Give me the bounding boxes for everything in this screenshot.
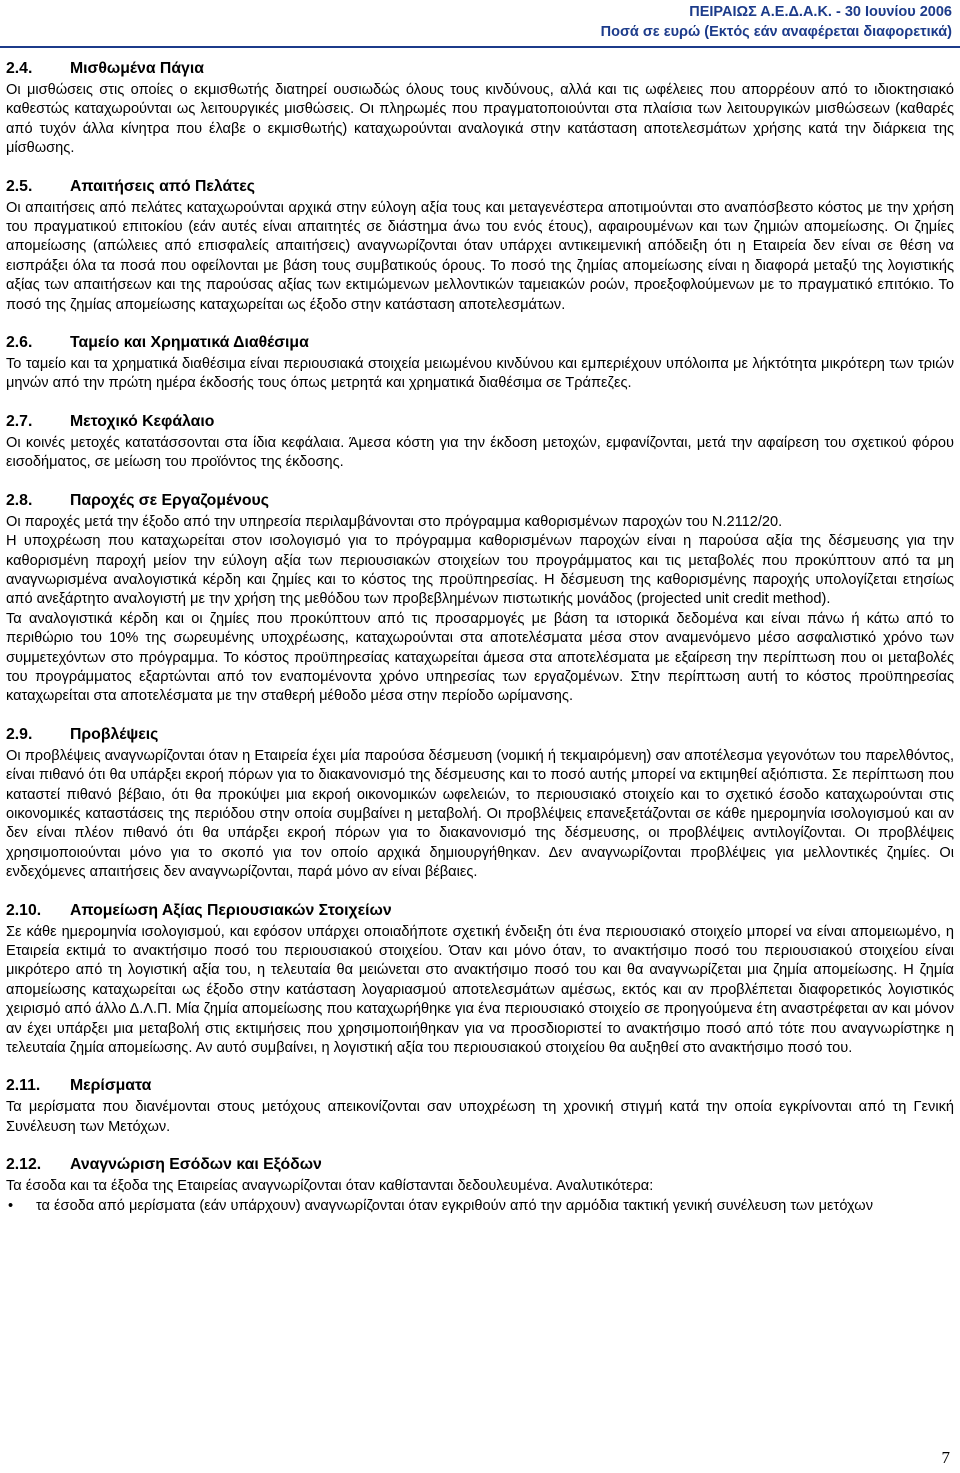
list-item-text: τα έσοδα από μερίσματα (εάν υπάρχουν) αναγνωρίζονται όταν εγκριθούν από την αρμόδια τακτική γενική συνέλευση των μετόχων bbox=[36, 1197, 874, 1214]
section-2-12 bbox=[6, 1154, 954, 1216]
section-2-5 bbox=[6, 176, 954, 315]
bullet-icon: • bbox=[8, 1197, 14, 1214]
section-title: Μισθωμένα Πάγια bbox=[70, 60, 204, 77]
section-number: 2.9. bbox=[6, 725, 33, 743]
section-paragraph: Σε κάθε ημερομηνία ισολογισμού, και εφόσον υπάρχει οποιαδήποτε σχετική ένδειξη ότι ένα περιουσιακό στοιχείο μπορεί να είναι απομειωμένο, η Εταιρεία εκτιμά το ανακτήσιμο ποσό του περιουσιακού στοιχείου. Όταν και μόνο όταν, το ανακτήσιμο ποσό του περιουσιακού στοιχείου είναι μικρότερο από τη λογιστική αξία του, η τελευταία θα μειώνεται στο ανακτήσιμο ποσό του και θα αναγνωρίζεται μια ζημία απομείωσης. Η ζημία απομείωσης καταχωρείται ως έξοδο στην κατάσταση λογαριασμού αποτελεσμάτων αμέσως, εκτός και αν προβλέπεται διαφορετικός λογιστικός χειρισμό από άλλο Δ.Λ.Π. Μία ζημία απομείωσης που καταχωρήθηκε για ένα περιουσιακό στοιχείο σε προηγούμενα έτη αναστρέφεται αν και μόνον αν έχει υπάρξει μια μεταβολή στις εκτιμήσεις που χρησιμοποιήθηκαν για να προσδιοριστεί το ανακτήσιμο ποσό από τότε που αναγνωρίστηκε η τελευταία ζημία απομείωσης. Αν αυτό συμβαίνει, η λογιστική αξία του περιουσιακού στοιχείου θα αυξηθεί στο ανακτήσιμο ποσό του. bbox=[6, 923, 954, 1057]
section-number: 2.8. bbox=[6, 491, 33, 509]
section-title: Μερίσματα bbox=[70, 1077, 152, 1095]
section-heading bbox=[6, 724, 954, 745]
section-2-10 bbox=[6, 900, 954, 1059]
section-paragraph: Οι απαιτήσεις από πελάτες καταχωρούνται αρχικά στην εύλογη αξία τους και μεταγενέστερα αποτιμούνται στο αναπόσβεστο κόστος με την χρήση του πραγματικού επιτοκίου (εάν αυτές είναι απαιτητές σε διάστημα άνω του ενός έτους), αφαιρουμένων και των ζημιών απομείωσης. Οι ζημίες απομείωσης (απώλειες από επισφαλείς απαιτήσεις) αναγνωρίζονται όταν υπάρχει αντικειμενική απόδειξη ότι η Εταιρεία δεν είναι σε θέση να εισπράξει όλα τα ποσά που οφείλονται με βάση τους συμβατικούς όρους. Το ποσό της ζημίας απομείωσης είναι η διαφορά μεταξύ της λογιστικής αξίας των απαιτήσεων και της παρούσας αξίας των εκτιμώμενων μελλοντικών ταμειακών ροών, προεξοφλούμενων με το πραγματικό επιτόκιο. Το ποσό της ζημίας απομείωσης καταχωρείται ως έξοδο στην κατάσταση αποτελεσμάτων. bbox=[6, 199, 954, 313]
bullet-list bbox=[6, 1197, 954, 1216]
section-2-6 bbox=[6, 332, 954, 394]
section-title: Απαιτήσεις από Πελάτες bbox=[70, 177, 255, 195]
section-heading bbox=[6, 411, 954, 432]
section-number: 2.6. bbox=[6, 334, 33, 352]
section-2-11 bbox=[6, 1075, 954, 1137]
section-heading bbox=[6, 900, 954, 921]
section-title: Απομείωση Αξίας Περιουσιακών Στοιχείων bbox=[70, 901, 392, 919]
section-paragraph: Τα μερίσματα που διανέμονται στους μετόχους απεικονίζονται σαν υποχρέωση τη χρονική στιγμή κατά την οποία εγκρίνονται από τη Γενική Συνέλευση των Μετόχων. bbox=[6, 1099, 954, 1135]
section-2-9 bbox=[6, 724, 954, 883]
section-heading bbox=[6, 176, 954, 197]
section-paragraph: Η υποχρέωση που καταχωρείται στον ισολογισμό για το πρόγραμμα καθορισμένων παροχών είναι η παρούσα αξία της δέσμευσης για την καθορισμένη παροχή μείον την εύλογη αξία των περιουσιακών στοιχείων του προγράμματος και τις μεταβολές που προκύπτουν από τα μη αναγνωρισμένα αναλογιστικά κέρδη και ζημίες και το κόστος της προϋπηρεσίας. Η δέσμευση της καθορισμένης παροχής υπολογίζεται ετησίως από ανεξάρτητο αναλογιστή με την χρήση της μεθόδου των προβεβλημένων πιστωτικής μονάδος (projected unit credit method). bbox=[6, 533, 954, 608]
section-heading bbox=[6, 1154, 954, 1175]
section-heading bbox=[6, 332, 954, 353]
section-heading bbox=[6, 58, 954, 79]
header-company-date: ΠΕΙΡΑΙΩΣ Α.Ε.Δ.Α.Κ. - 30 Ιουνίου 2006 bbox=[689, 4, 952, 20]
section-title: Προβλέψεις bbox=[70, 725, 159, 743]
section-paragraph: Τα έσοδα και τα έξοδα της Εταιρείας αναγνωρίζονται όταν καθίστανται δεδουλευμένα. Αναλυτικότερα: bbox=[6, 1178, 654, 1195]
section-title: Ταμείο και Χρηματικά Διαθέσιμα bbox=[70, 334, 309, 352]
section-2-4 bbox=[6, 58, 954, 159]
document-body bbox=[6, 58, 954, 1233]
section-2-7 bbox=[6, 411, 954, 473]
page-header bbox=[601, 2, 952, 42]
section-number: 2.5. bbox=[6, 177, 33, 195]
section-number: 2.11. bbox=[6, 1077, 41, 1095]
section-title: Παροχές σε Εργαζομένους bbox=[70, 491, 269, 509]
page-number: 7 bbox=[941, 1448, 950, 1467]
section-2-8 bbox=[6, 490, 954, 707]
section-paragraph: Τα αναλογιστικά κέρδη και οι ζημίες που προκύπτουν από τις προσαρμογές με βάση τα ιστορικά δεδομένα και είναι πάνω ή κάτω από το περιθώριο του 10% της σωρευμένης υποχρέωσης, καταχωρούνται στα αποτελέσματα μέσα στον αναμενόμενο μέσο ασφαλιστικό χρόνο των συμμετεχόντων στο πρόγραμμα. Το κόστος προϋπηρεσίας καταχωρείται άμεσα στα αποτελέσματα με εξαίρεση την περίπτωση που οι μεταβολές του προγράμματος εξαρτώνται από τον εναπομένοντα χρόνο υπηρεσίας των εργαζομένων. Στην περίπτωση αυτή το κόστος προϋπηρεσίας καταχωρείται στα αποτελέσματα με την σταθερή μέθοδο μέσα στην περίοδο ωρίμανσης. bbox=[6, 610, 954, 705]
section-number: 2.12. bbox=[6, 1156, 42, 1174]
section-paragraph: Οι μισθώσεις στις οποίες ο εκμισθωτής διατηρεί ουσιωδώς όλους τους κινδύνους, αλλά και τις ωφέλειες που απορρέουν από το ιδιοκτησιακό καθεστώς καταχωρούνται ως λειτουργικές μισθώσεις. Οι πληρωμές που πραγματοποιούνται στα πλαίσια των λειτουργικών μισθώσεων (καθαρές από τυχόν άλλα κίνητρα που έλαβε ο εκμισθωτής) καταχωρούνται αναλογικά στην κατάσταση αποτελεσμάτων χρήσης κατά την διάρκεια της μίσθωσης. bbox=[6, 82, 954, 157]
section-paragraph: Οι προβλέψεις αναγνωρίζονται όταν η Εταιρεία έχει μία παρούσα δέσμευση (νομική ή τεκμαιρόμενη) σαν αποτέλεσμα γεγονότων του παρελθόντος, είναι πιθανό ότι θα υπάρξει εκροή πόρων για το διακανονισμό της δέσμευσης και το ποσό αυτής μπορεί να εκτιμηθεί αξιόπιστα. Σε περίπτωση που καταστεί πιθανό βέβαιο, ότι θα προκύψει μια εκροή οικονομικών ωφελειών, το περιουσιακό στοιχείο και το σχετικό έσοδο καταχωρούνται στις οικονομικές καταστάσεις της περιόδου στην οποία συμβαίνει η μεταβολή. Οι προβλέψεις επανεξετάζονται σε κάθε ημερομηνία ισολογισμού και αν δεν είναι πλέον πιθανό ότι θα υπάρξει εκροή πόρων για το διακανονισμό της δέσμευσης, οι προβλέψεις αντιλογίζονται. Οι προβλέψεις χρησιμοποιούνται μόνο για το σκοπό για τον οποίο αρχικά δημιουργήθηκαν. Δεν αναγνωρίζονται προβλέψεις για μελλοντικές ζημίες. Οι ενδεχόμενες απαιτήσεις δεν αναγνωρίζονται, παρά μόνο αν είναι βέβαιες. bbox=[6, 747, 954, 881]
section-title: Μετοχικό Κεφάλαιο bbox=[70, 412, 215, 430]
section-number: 2.7. bbox=[6, 412, 33, 430]
section-number: 2.10. bbox=[6, 901, 42, 919]
section-title: Αναγνώριση Εσόδων και Εξόδων bbox=[70, 1156, 322, 1174]
section-paragraph: Οι κοινές μετοχές κατατάσσονται στα ίδια κεφάλαια. Άμεσα κόστη για την έκδοση μετοχών, εμφανίζονται, μετά την αφαίρεση του σχετικού φόρου εισοδήματος, σε μείωση του προϊόντος της έκδοσης. bbox=[6, 434, 954, 471]
section-heading bbox=[6, 490, 954, 511]
section-paragraph: Το ταμείο και τα χρηματικά διαθέσιμα είναι περιουσιακά στοιχεία μειωμένου κινδύνου και εμπεριέχουν υπόλοιπα με λήκτότητα μικρότερη των τριών μηνών από την πρώτη ημέρα έκδοσής τους όπως μετρητά και χρηματικά διαθέσιμα σε Τράπεζες. bbox=[6, 356, 954, 392]
header-divider bbox=[0, 46, 960, 48]
section-number: 2.4. bbox=[6, 60, 33, 77]
section-paragraph: Οι παροχές μετά την έξοδο από την υπηρεσία περιλαμβάνονται στο πρόγραμμα καθορισμένων παροχών του Ν.2112/20. bbox=[6, 513, 783, 530]
section-heading bbox=[6, 1075, 954, 1096]
list-item bbox=[8, 1197, 954, 1216]
header-currency-note: Ποσά σε ευρώ (Εκτός εάν αναφέρεται διαφορετικά) bbox=[600, 24, 952, 40]
